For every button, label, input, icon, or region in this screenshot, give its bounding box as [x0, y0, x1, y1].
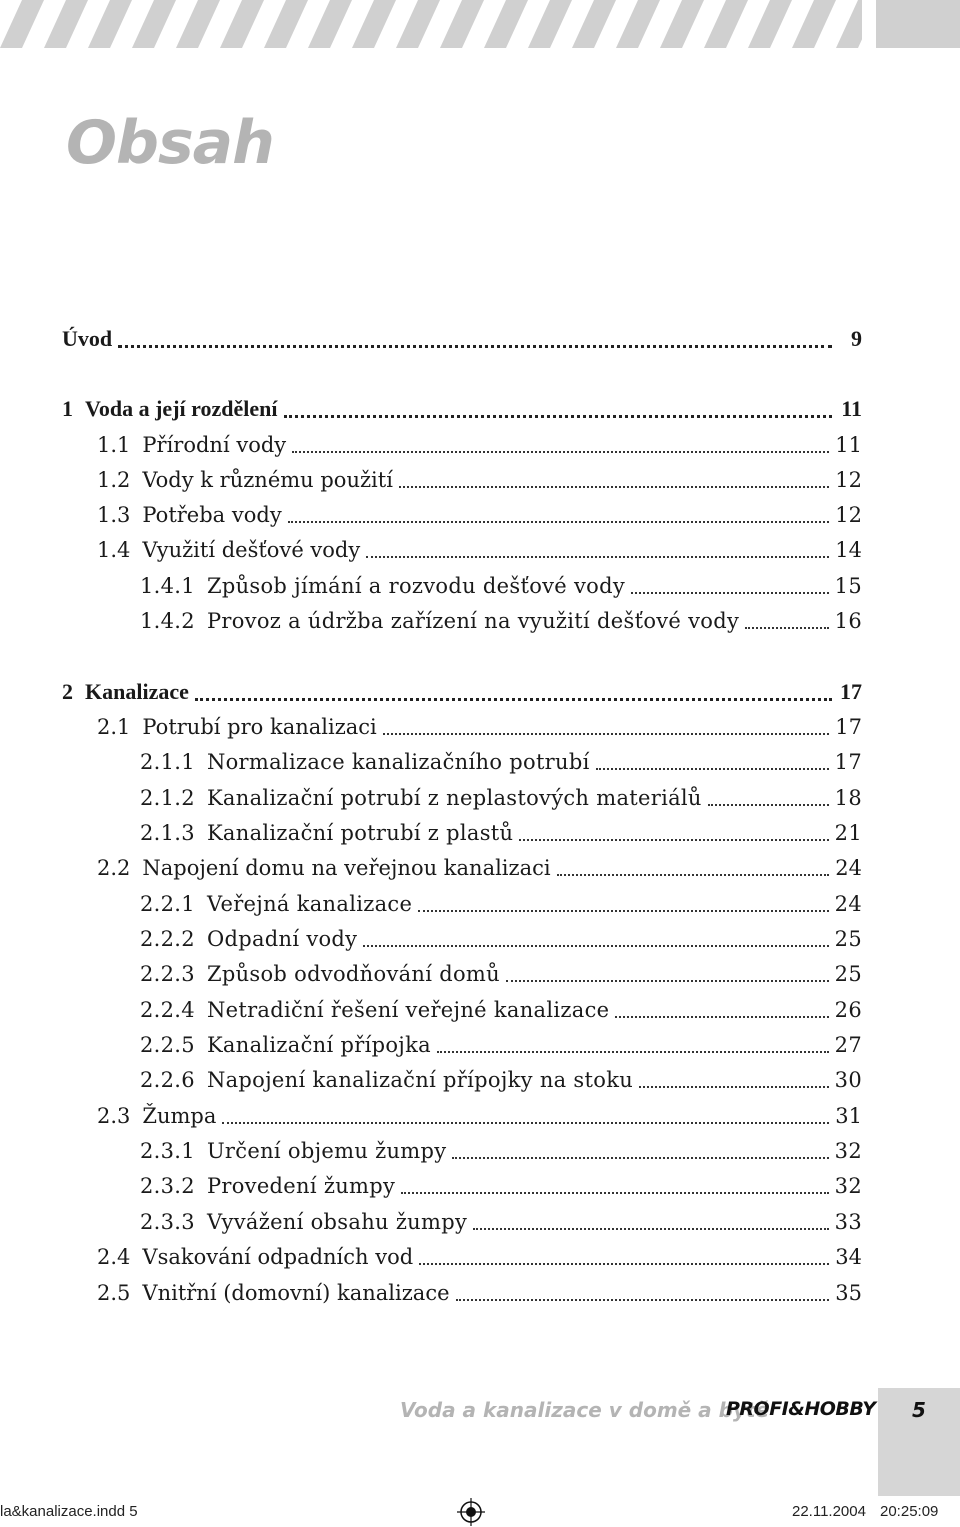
toc-entry-label: Napojení domu na veřejnou kanalizaci: [142, 856, 551, 880]
toc-leader-dots: [519, 838, 828, 841]
toc-entry: [62, 324, 862, 354]
toc-entry: [140, 818, 862, 848]
toc-entry-number: 2.1.2: [140, 786, 195, 810]
toc-entry-number: 1.2: [97, 468, 131, 492]
toc-entry: [140, 924, 862, 954]
toc-entry-number: 1: [62, 396, 73, 421]
toc-entry-label: Využití dešťové vody: [142, 538, 361, 562]
toc-entry-number: 1.4: [97, 538, 131, 562]
page-number: 5: [912, 1398, 926, 1422]
registration-mark-icon: [457, 1498, 485, 1526]
toc-leader-dots: [292, 450, 829, 453]
toc-entry: [97, 712, 862, 742]
toc-entry: [140, 747, 862, 777]
toc-leader-dots: [596, 767, 829, 770]
toc-entry-label: Vnitřní (domovní) kanalizace: [142, 1281, 450, 1305]
toc-entry-page: 17: [835, 715, 862, 739]
toc-leader-dots: [399, 485, 829, 488]
toc-entry: [97, 1278, 862, 1308]
toc-entry-label: Normalizace kanalizačního potrubí: [206, 750, 590, 774]
toc-entry-number: 2.1: [97, 715, 131, 739]
toc-entry-label: Provedení žumpy: [206, 1174, 396, 1198]
toc-entry-label: Voda a její rozdělení: [85, 396, 278, 421]
toc-entry-label: Vyvážení obsahu žumpy: [206, 1210, 468, 1234]
toc-entry-label: Kanalizační potrubí z plastů: [206, 821, 514, 845]
toc-entry-label: Způsob odvodňování domů: [206, 962, 500, 986]
toc-entry: [97, 430, 862, 460]
toc-entry: [62, 677, 862, 707]
toc-entry: [140, 1030, 862, 1060]
toc-entry-page: 26: [834, 998, 862, 1022]
toc-leader-dots: [456, 1298, 830, 1301]
toc-entry: [62, 394, 862, 424]
page-title: Obsah: [66, 108, 274, 178]
toc-entry-page: 17: [840, 679, 862, 704]
toc-entry-number: 2.4: [97, 1245, 131, 1269]
toc-entry: [140, 1065, 862, 1095]
toc-entry-number: 1.4.1: [140, 574, 195, 598]
toc-entry-label: Veřejná kanalizace: [206, 892, 413, 916]
toc-leader-dots: [473, 1227, 829, 1230]
toc-entry-page: 21: [834, 821, 862, 845]
toc-entry-label: Vody k různému použití: [142, 468, 393, 492]
toc-entry: [140, 1136, 862, 1166]
toc-entry-page: 9: [851, 326, 862, 351]
toc-entry: [140, 571, 862, 601]
toc-entry-label: Provoz a údržba zařízení na využití dešťové vody: [206, 609, 740, 633]
toc-entry-number: 2.1.1: [140, 750, 195, 774]
toc-entry-page: 34: [835, 1245, 862, 1269]
toc-leader-dots: [631, 591, 829, 594]
toc-entry-label: Přírodní vody: [142, 433, 287, 457]
toc-entry-label: Netradiční řešení veřejné kanalizace: [206, 998, 610, 1022]
toc-entry-label: Potrubí pro kanalizaci: [142, 715, 377, 739]
toc-entry-page: 33: [834, 1210, 862, 1234]
toc-entry-number: 2.2.2: [140, 927, 195, 951]
toc-entry-number: 2.3: [97, 1104, 131, 1128]
toc-entry-label: Napojení kanalizační přípojky na stoku: [206, 1068, 634, 1092]
toc-entry-page: 11: [835, 433, 862, 457]
toc-entry-label: Odpadní vody: [206, 927, 358, 951]
toc-entry-number: 2.1.3: [140, 821, 195, 845]
stripe-pattern: [0, 0, 862, 48]
toc-entry: [140, 783, 862, 813]
toc-leader-dots: [418, 909, 828, 912]
toc-leader-dots: [366, 555, 829, 558]
toc-leader-dots: [288, 520, 830, 523]
toc-leader-dots: [401, 1191, 829, 1194]
toc-entry-label: Kanalizační potrubí z neplastových materiálů: [206, 786, 702, 810]
toc-entry-number: 2.2.4: [140, 998, 195, 1022]
toc-entry-page: 11: [841, 396, 862, 421]
toc-entry-number: 2.2.5: [140, 1033, 195, 1057]
toc-leader-dots: [745, 626, 829, 629]
toc-entry: [140, 959, 862, 989]
toc-leader-dots: [557, 873, 830, 876]
toc-leader-dots: [284, 414, 833, 418]
toc-entry-number: 2.3.3: [140, 1210, 195, 1234]
toc-entry: [97, 535, 862, 565]
toc-entry: [140, 1207, 862, 1237]
toc-entry-number: 2.2.6: [140, 1068, 195, 1092]
toc-entry-page: 31: [835, 1104, 862, 1128]
toc-entry-label: Určení objemu žumpy: [206, 1139, 447, 1163]
toc-entry-number: 1.1: [97, 433, 131, 457]
toc-entry-label: Žumpa: [142, 1104, 217, 1128]
toc-entry-page: 25: [834, 962, 862, 986]
toc-entry: [97, 1242, 862, 1272]
toc-entry-page: 17: [834, 750, 862, 774]
toc-entry-label: Úvod: [62, 326, 113, 351]
toc-entry-number: 2.2.3: [140, 962, 195, 986]
toc-leader-dots: [195, 697, 832, 701]
toc-leader-dots: [452, 1156, 828, 1159]
toc-entry-number: 2.3.1: [140, 1139, 195, 1163]
toc-entry-label: Způsob jímání a rozvodu dešťové vody: [206, 574, 626, 598]
top-stripe-band: [0, 0, 862, 48]
toc-entry: [140, 1171, 862, 1201]
toc-entry-number: 1.3: [97, 503, 131, 527]
toc-entry-page: 32: [834, 1139, 862, 1163]
toc-entry-label: Vsakování odpadních vod: [142, 1245, 414, 1269]
toc-entry: [97, 465, 862, 495]
toc-leader-dots: [383, 732, 830, 735]
toc-entry-page: 30: [834, 1068, 862, 1092]
toc-entry-page: 24: [834, 892, 862, 916]
slug-date: 22.11.2004: [792, 1503, 866, 1520]
toc-entry-page: 25: [834, 927, 862, 951]
toc-entry-label: Kanalizace: [85, 679, 189, 704]
top-corner-block: [876, 0, 960, 48]
toc-entry: [140, 995, 862, 1025]
toc-entry-number: 2.2: [97, 856, 131, 880]
toc-entry-number: 2.3.2: [140, 1174, 195, 1198]
toc-leader-dots: [419, 1262, 829, 1265]
toc-leader-dots: [222, 1121, 829, 1124]
toc-entry-page: 24: [835, 856, 862, 880]
toc-entry-page: 35: [835, 1281, 862, 1305]
toc-leader-dots: [639, 1085, 829, 1088]
toc-entry: [97, 1101, 862, 1131]
toc-leader-dots: [118, 344, 832, 348]
toc-entry-number: 2.5: [97, 1281, 131, 1305]
toc-entry-page: 32: [834, 1174, 862, 1198]
toc-entry-page: 15: [834, 574, 862, 598]
toc-entry: [97, 853, 862, 883]
slug-filename: la&kanalizace.indd 5: [0, 1503, 138, 1520]
toc-entry-page: 12: [835, 503, 862, 527]
toc-entry: [97, 500, 862, 530]
slug-time: 20:25:09: [880, 1503, 939, 1520]
toc-entry-label: Kanalizační přípojka: [206, 1033, 431, 1057]
toc-entry-page: 14: [835, 538, 862, 562]
toc-entry: [140, 889, 862, 919]
toc-entry-label: Potřeba vody: [142, 503, 282, 527]
toc-entry: [140, 606, 862, 636]
toc-entry-number: 2.2.1: [140, 892, 195, 916]
toc-entry-number: 1.4.2: [140, 609, 195, 633]
toc-leader-dots: [437, 1050, 829, 1053]
toc-leader-dots: [615, 1015, 828, 1018]
toc-leader-dots: [363, 944, 828, 947]
footer-brand: PROFI&HOBBY: [726, 1398, 876, 1420]
footer-book-title: Voda a kanalizace v domě a bytě: [400, 1398, 770, 1422]
toc-entry-page: 18: [834, 786, 862, 810]
toc-leader-dots: [506, 979, 829, 982]
toc-entry-page: 16: [834, 609, 862, 633]
toc-entry-page: 12: [835, 468, 862, 492]
toc-entry-number: 2: [62, 679, 73, 704]
toc-entry-page: 27: [834, 1033, 862, 1057]
toc-leader-dots: [708, 803, 829, 806]
